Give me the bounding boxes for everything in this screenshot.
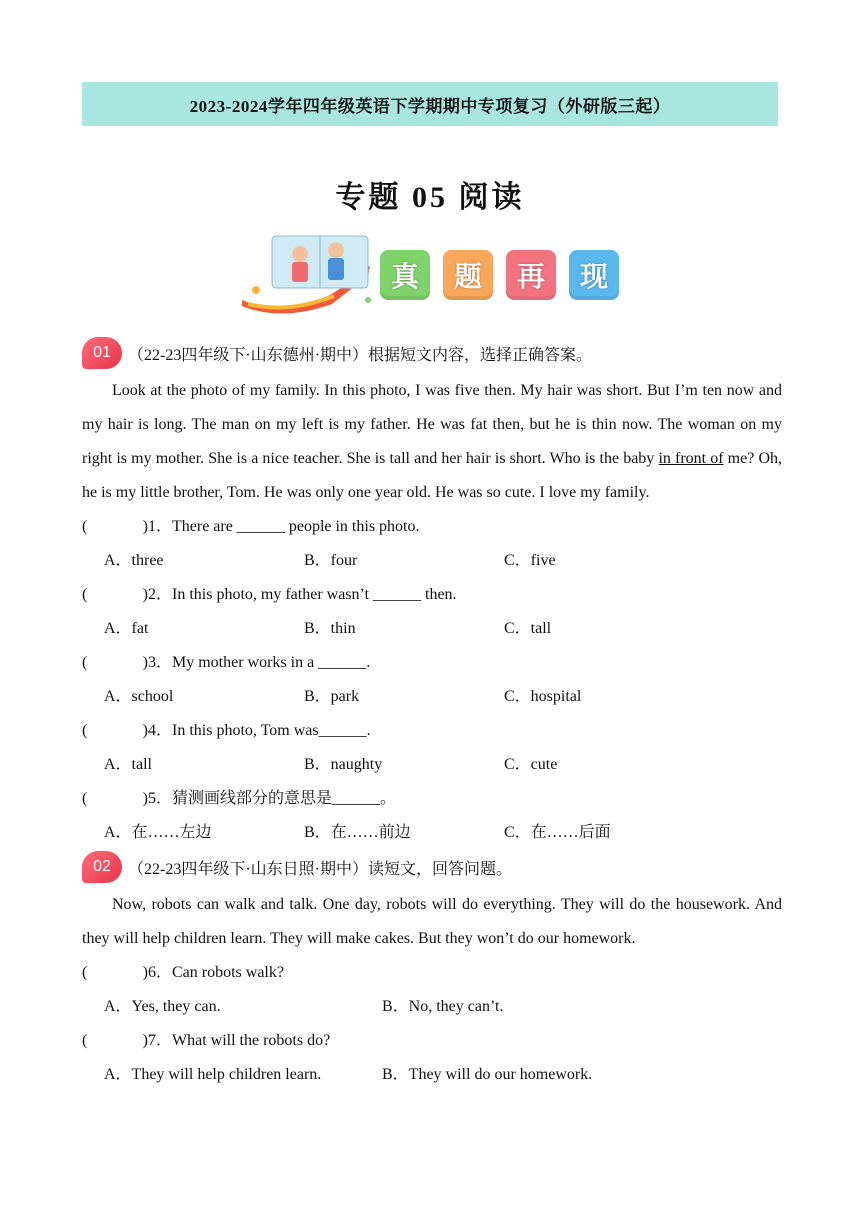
answer-blank[interactable]: ( )5． xyxy=(82,790,172,807)
question-line: ( )5． 猜测画线部分的意思是______。 xyxy=(82,782,782,816)
banner-tile: 真 xyxy=(380,250,430,300)
exercise-content xyxy=(82,336,782,1092)
reading-passage: Look at the photo of my family. In this photo, I was five then. My hair was short. But I’m ten now and my hair is long. The man on my left is my father. He was fat then, but he is thin now. The woman on my right is my mother. She is a nice teacher. She is tall and her hair is short. Who is the baby in front of me? Oh, he is my little brother, Tom. He was only one year old. He was so cute. I love my family. xyxy=(82,382,783,501)
option[interactable]: B．naughty xyxy=(304,756,383,773)
section-source: （22-23四年级下·山东日照·期中）读短文，回答问题。 xyxy=(128,860,512,878)
reading-passage: Now, robots can walk and talk. One day, robots will do everything. They will do the housework. And they will help children learn. They will make cakes. But they won’t do our homework. xyxy=(82,896,782,947)
option[interactable]: C．tall xyxy=(504,620,552,637)
option[interactable]: A．tall xyxy=(104,756,152,773)
question-line: ( )6． Can robots walk? xyxy=(82,956,782,990)
options-row xyxy=(82,816,782,850)
option[interactable]: C．five xyxy=(504,552,556,569)
banner-tile: 题 xyxy=(443,250,493,300)
question-line: ( )2． In this photo, my father wasn’t ______ then. xyxy=(82,578,782,612)
option[interactable]: B．four xyxy=(304,552,358,569)
options-row xyxy=(82,990,782,1024)
answer-blank[interactable]: ( )3． xyxy=(82,654,172,671)
options-row xyxy=(82,612,782,646)
option[interactable]: B．park xyxy=(304,688,360,705)
answer-blank[interactable]: ( )7． xyxy=(82,1032,172,1049)
header-text: 2023-2024学年四年级英语下学期期中专项复习（外研版三起） xyxy=(189,96,671,116)
answer-blank[interactable]: ( )2． xyxy=(82,586,172,603)
option[interactable]: C．在……后面 xyxy=(504,824,611,841)
banner-tiles xyxy=(380,250,619,300)
answer-blank[interactable]: ( )1． xyxy=(82,518,172,535)
option[interactable]: A．在……左边 xyxy=(104,824,212,841)
option[interactable]: B．They will do our homework. xyxy=(382,1066,593,1083)
question-line: ( )7． What will the robots do? xyxy=(82,1024,782,1058)
page-title: 专题 05 阅读 xyxy=(335,181,525,214)
answer-blank[interactable]: ( )4． xyxy=(82,722,172,739)
section-source: （22-23四年级下·山东德州·期中）根据短文内容，选择正确答案。 xyxy=(128,346,592,364)
options-row xyxy=(82,1058,782,1092)
option[interactable]: A．fat xyxy=(104,620,149,637)
options-row xyxy=(82,544,782,578)
question-line: ( )3． My mother works in a ______. xyxy=(82,646,782,680)
question-number-badge: 02 xyxy=(82,851,122,883)
option[interactable]: B．thin xyxy=(304,620,356,637)
banner-tile: 再 xyxy=(506,250,556,300)
question-number-badge: 01 xyxy=(82,337,122,369)
option[interactable]: C．cute xyxy=(504,756,558,773)
option[interactable]: B．No, they can’t. xyxy=(382,998,504,1015)
section-heading xyxy=(82,850,782,884)
option[interactable]: A．Yes, they can. xyxy=(104,998,221,1015)
options-row xyxy=(82,748,782,782)
underlined-phrase: in front of xyxy=(658,450,724,467)
option[interactable]: A．three xyxy=(104,552,164,569)
option[interactable]: A．They will help children learn. xyxy=(104,1066,322,1083)
document-header xyxy=(82,82,778,126)
option[interactable]: A．school xyxy=(104,688,174,705)
option[interactable]: B．在……前边 xyxy=(304,824,411,841)
question-line: ( )1． There are ______ people in this photo. xyxy=(82,510,782,544)
option[interactable]: C．hospital xyxy=(504,688,582,705)
options-row xyxy=(82,680,782,714)
section-heading xyxy=(82,336,782,370)
question-line: ( )4． In this photo, Tom was______. xyxy=(82,714,782,748)
banner-tile: 现 xyxy=(569,250,619,300)
answer-blank[interactable]: ( )6． xyxy=(82,964,172,981)
